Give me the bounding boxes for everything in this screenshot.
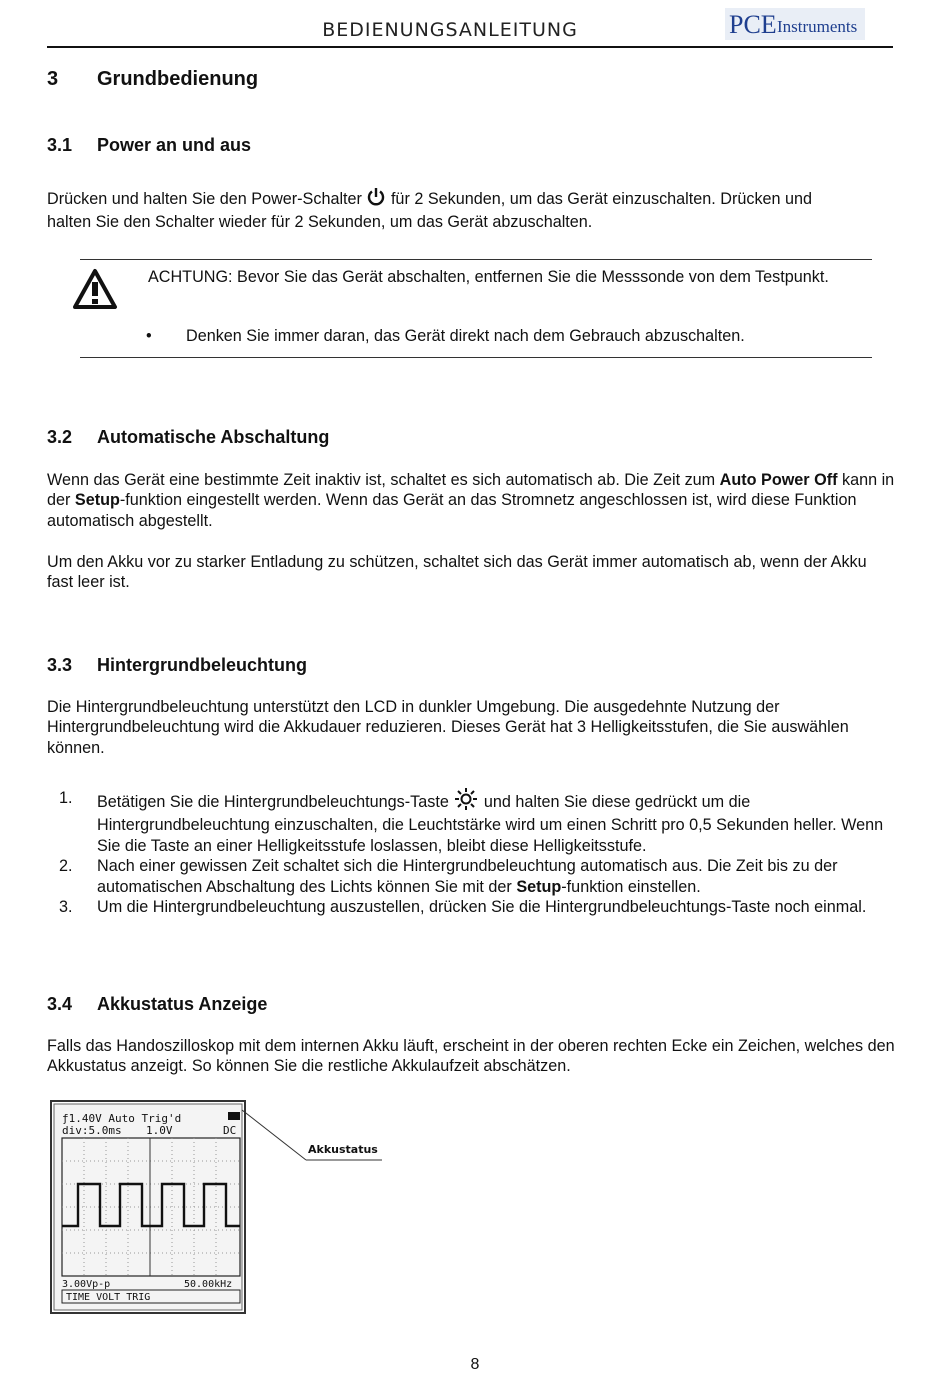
list-item-text: Betätigen Sie die Hintergrundbeleuchtungs-Taste: [97, 793, 454, 811]
battery-paragraph: Falls das Handoszilloskop mit dem internen Akku läuft, erscheint in der oberen rechten Ecke ein Zeichen, welches den Akkustatus anzeigt. So können Sie die restliche Akkulaufzeit abschätzen.: [47, 1037, 895, 1076]
warning-bottom-rule: [80, 357, 872, 358]
pce-instruments-logo: [725, 8, 865, 40]
scope-menu-text: TIME VOLT TRIG: [66, 1292, 151, 1303]
section-number: 3.3: [47, 655, 73, 675]
auto-off-text-c: kann in der: [47, 471, 895, 510]
warning-icon: [72, 268, 118, 315]
list-item-number: 2.: [59, 857, 73, 876]
header-rule: [47, 46, 893, 48]
logo-instruments-text: Instruments: [777, 17, 858, 36]
list-item: [47, 897, 897, 917]
power-text-c: halten Sie den Schalter wieder für 2 Sekunden, um das Gerät abzuschalten.: [47, 213, 593, 232]
section-3-2-heading: [47, 427, 329, 448]
section-3-3-heading: [47, 655, 307, 676]
auto-power-off-term: Auto Power Off: [719, 471, 838, 489]
power-text-a: Drücken und halten Sie den Power-Schalter: [47, 190, 362, 208]
section-3-1-heading: [47, 135, 251, 156]
section-number: 3: [47, 68, 59, 90]
scope-vpp-text: 3.00Vp-p: [62, 1279, 111, 1290]
scope-timebase-text: div:5.0ms: [62, 1124, 122, 1137]
warning-text: ACHTUNG: Bevor Sie das Gerät abschalten, entfernen Sie die Messsonde von dem Testpunkt.: [148, 268, 829, 286]
oscilloscope-screen-figure: [50, 1100, 246, 1314]
power-icon: [366, 187, 386, 212]
scope-freq-text: 50.00kHz: [184, 1279, 233, 1290]
list-item-text: Nach einer gewissen Zeit schaltet sich die Hintergrundbeleuchtung automatisch aus. Die Zeit bis zu der automatischen Abschaltung des Lichts können Sie mit der: [97, 857, 838, 896]
backlight-steps-list: [47, 788, 897, 917]
page-number: 8: [470, 1356, 480, 1373]
logo-pce-text: PCE: [729, 10, 777, 39]
section-title: Grundbedienung: [97, 68, 259, 90]
setup-term: Setup: [74, 491, 120, 510]
akkustatus-callout-line: [240, 1106, 390, 1166]
backlight-sun-icon: [453, 788, 479, 815]
backlight-paragraph: Die Hintergrundbeleuchtung unterstützt den LCD in dunkler Umgebung. Die ausgedehnte Nutzung der Hintergrundbeleuchtung wird die Akkudauer reduzieren. Dieses Gerät hat 3 Helligkeitsstufen, die Sie auswählen können.: [47, 698, 849, 757]
section-title: Power an und aus: [97, 135, 252, 155]
section-number: 3.2: [47, 427, 73, 447]
auto-off-text-a: Wenn das Gerät eine bestimmte Zeit inaktiv ist, schaltet es sich automatisch ab. Die Zeit zum: [47, 471, 720, 489]
warning-bullet-text: Denken Sie immer daran, das Gerät direkt nach dem Gebrauch abzuschalten.: [186, 327, 745, 345]
battery-status-icon: [228, 1112, 240, 1120]
setup-term: Setup: [516, 877, 562, 896]
akkustatus-callout-label: Akkustatus: [308, 1143, 378, 1156]
list-item-text-cont: -funktion einstellen.: [561, 877, 701, 896]
scope-volts-text: 1.0V: [146, 1124, 173, 1137]
list-item-text-cont: und halten Sie diese gedrückt um die Hintergrundbeleuchtung einzuschalten, die Leuchtstärke wird um einen Schritt pro 0,5 Sekunden heller. Wenn Sie die Taste an einer Helligkeitsstufe loslassen, bleibt diese Helligkeitsstufe.: [97, 793, 884, 855]
auto-off-paragraph-1: [47, 470, 897, 531]
section-3-4-heading: [47, 994, 267, 1015]
section-title: Akkustatus Anzeige: [97, 994, 268, 1014]
section-number: 3.4: [47, 994, 73, 1014]
power-paragraph: [47, 187, 897, 233]
warning-bullet: •: [146, 327, 152, 345]
document-header-title: BEDIENUNGSANLEITUNG: [322, 19, 578, 41]
list-item-number: 3.: [59, 898, 73, 917]
list-item-text: Um die Hintergrundbeleuchtung auszustellen, drücken Sie die Hintergrundbeleuchtungs-Taste noch einmal.: [97, 898, 867, 917]
list-item-number: 1.: [59, 789, 73, 807]
section-3-heading: [47, 68, 258, 91]
scope-coupling-text: DC: [223, 1124, 237, 1137]
auto-off-text-e: -funktion eingestellt werden. Wenn das Gerät an das Stromnetz angeschlossen ist, wird diese Funktion automatisch abgestellt.: [47, 491, 857, 530]
warning-top-rule: [80, 259, 872, 260]
auto-off-paragraph-2: Um den Akku vor zu starker Entladung zu schützen, schaltet sich das Gerät immer automatisch ab, wenn der Akku fast leer ist.: [47, 553, 867, 592]
scope-top-left-text: ƒ1.40V Auto Trig'd: [62, 1112, 182, 1125]
list-item: [47, 856, 897, 897]
list-item: [47, 788, 897, 856]
section-number: 3.1: [47, 135, 73, 155]
power-text-b: für 2 Sekunden, um das Gerät einzuschalten. Drücken und: [390, 190, 813, 208]
section-title: Hintergrundbeleuchtung: [97, 655, 307, 675]
section-title: Automatische Abschaltung: [97, 427, 330, 447]
